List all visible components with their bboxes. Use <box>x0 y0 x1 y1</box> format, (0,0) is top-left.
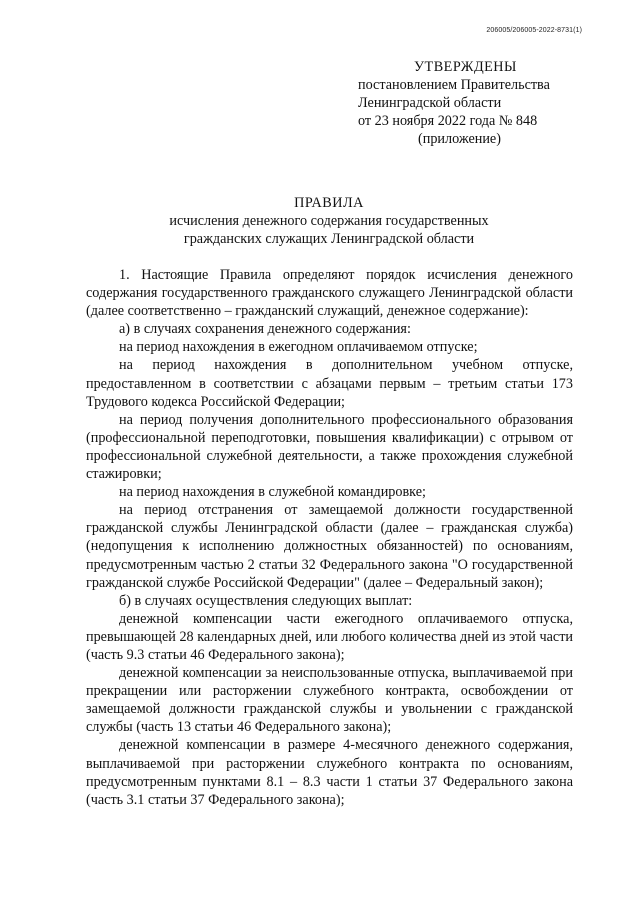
subitem-a-heading: а) в случаях сохранения денежного содержания: <box>119 321 411 338</box>
approval-block <box>358 58 550 148</box>
list-item: денежной компенсации части ежегодного оплачиваемого отпуска, превышающей 28 календарных дней, или любого количества дней из этой части (часть 9.3 статьи 46 Федерального закона); <box>86 610 573 663</box>
approval-line: от 23 ноября 2022 года № 848 <box>358 113 538 129</box>
document-body <box>86 266 573 809</box>
document-registration-code: 206005/206005-2022-8731(1) <box>486 27 582 34</box>
approval-appendix: (приложение) <box>418 131 501 147</box>
approval-title: УТВЕРЖДЕНЫ <box>414 59 517 75</box>
list-item: на период нахождения в служебной командировке; <box>119 484 426 501</box>
list-item: денежной компенсации в размере 4-месячного денежного содержания, выплачиваемой при расторжении служебного контракта по основаниям, предусмотренным пунктами 8.1 – 8.3 части 1 статьи 37 Федерального закона (часть 3.1 статьи 37 Федерального закона); <box>86 737 573 808</box>
list-item: на период нахождения в дополнительном учебном отпуске, предоставленном в соответствии с абзацами первым – третьим статьи 173 Трудового кодекса Российской Федерации; <box>86 357 573 410</box>
approval-line: постановлением Правительства <box>358 77 550 93</box>
list-item: на период нахождения в ежегодном оплачиваемом отпуске; <box>119 339 478 356</box>
list-item: на период получения дополнительного профессионального образования (профессиональной переподготовки, повышения квалификации) с отрывом от профессиональной служебной деятельности, а также прохождения служебной стажировки; <box>86 411 573 483</box>
list-item: на период отстранения от замещаемой должности государственной гражданской службы Ленинградской области (далее – гражданская служба) (недопущения к исполнению должностных обязанностей) по основаниям, предусмотренным частью 2 статьи 32 Федерального закона "О государственной гражданской службе Российской Федерации" (далее – Федеральный закон); <box>86 502 573 591</box>
rules-title: ПРАВИЛА <box>294 195 364 211</box>
approval-line: Ленинградской области <box>358 95 502 111</box>
rules-subtitle <box>0 212 640 248</box>
list-item: денежной компенсации за неиспользованные отпуска, выплачиваемой при прекращении или расторжении служебного контракта, освобождении от замещаемой должности гражданской службы и увольнении с гражданской службы (часть 13 статьи 46 Федерального закона); <box>86 665 573 736</box>
rules-subtitle-line: исчисления денежного содержания государственных <box>169 213 489 229</box>
subitem-b-heading: б) в случаях осуществления следующих выплат: <box>119 592 413 609</box>
rules-subtitle-line: гражданских служащих Ленинградской области <box>183 231 475 247</box>
paragraph-1-intro: 1. Настоящие Правила определяют порядок исчисления денежного содержания государственного гражданского служащего Ленинградской области (далее соответственно – гражданский служащий, денежное содержание): <box>86 267 573 320</box>
